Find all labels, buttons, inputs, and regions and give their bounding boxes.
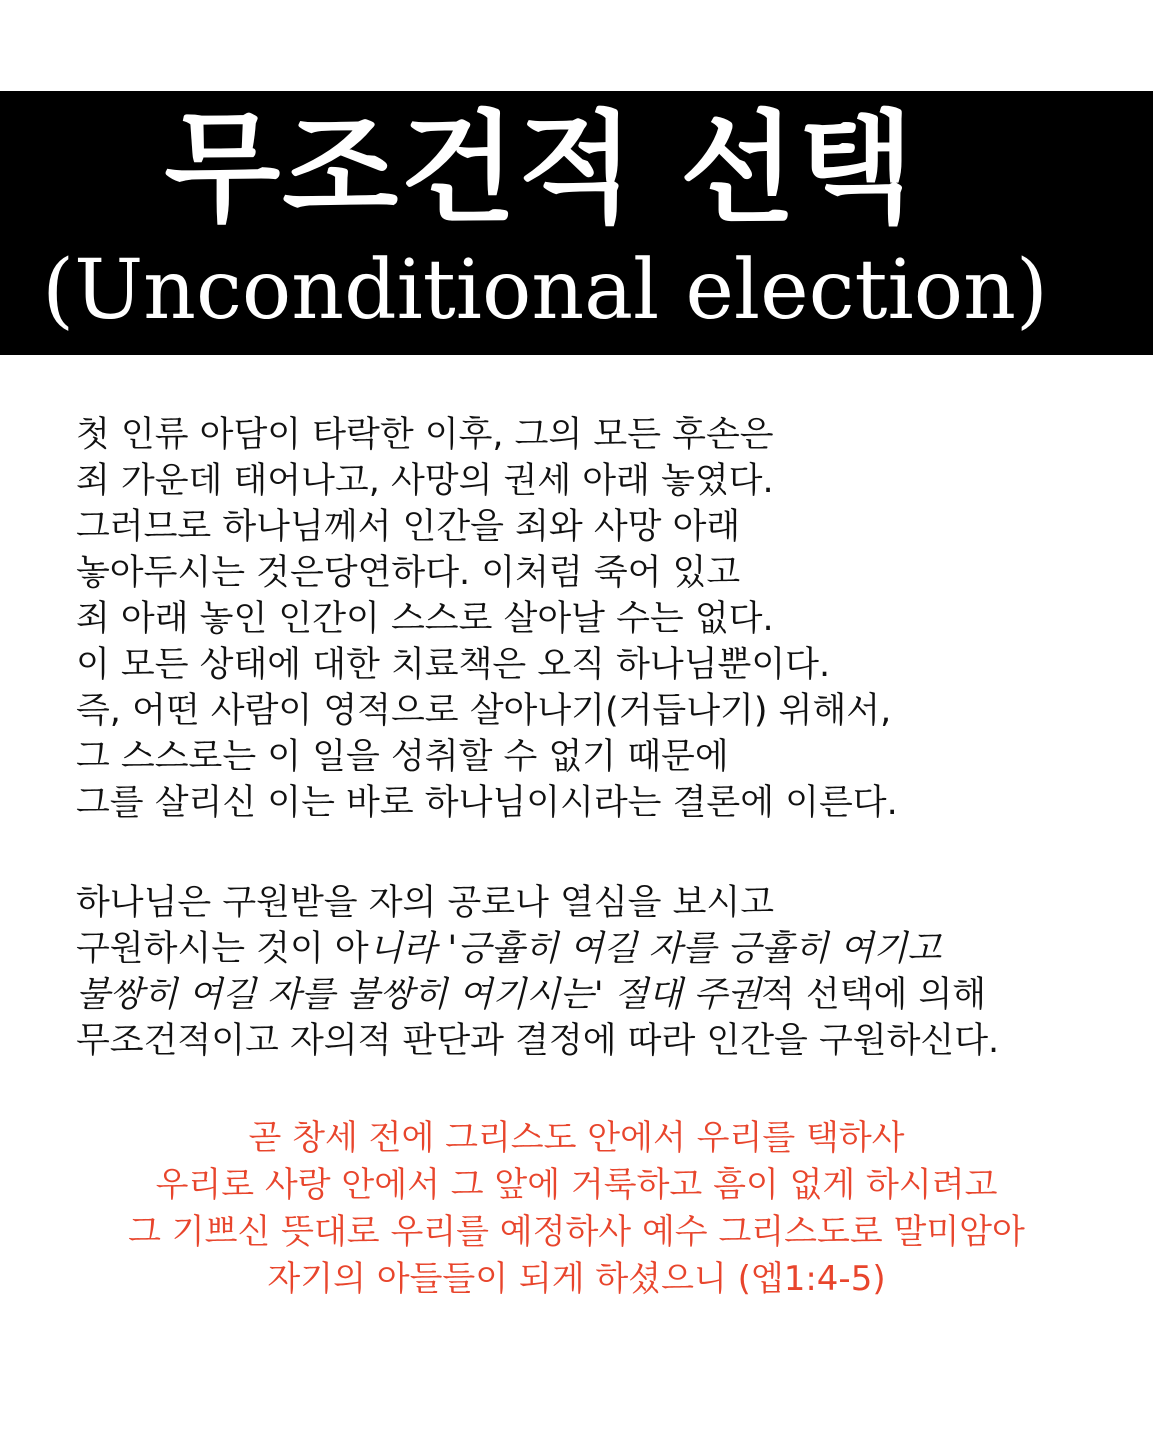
paragraph-line: 그러므로 하나님께서 인간을 죄와 사망 아래 [76, 507, 741, 547]
quoted-scripture-text: 니라 '긍휼히 여길 자를 긍휼히 여기고 [368, 929, 942, 969]
title-banner [0, 91, 1153, 355]
paragraph-line: 그 스스로는 이 일을 성취할 수 없기 때문에 [76, 737, 729, 777]
paragraph-line [76, 926, 1116, 972]
verse-line: 곧 창세 전에 그리스도 안에서 우리를 택하사 [248, 1118, 905, 1158]
scripture-verse [0, 1115, 1153, 1303]
paragraph-line: 무조건적이고 자의적 판단과 결정에 따라 인간을 구원하신다. [76, 1021, 1000, 1061]
paragraph-line: 첫 인류 아담이 타락한 이후, 그의 모든 후손은 [76, 415, 774, 455]
quoted-scripture-text: 불쌍히 여길 자를 불쌍히 여기시는' 절대 주권 [76, 975, 761, 1015]
paragraph-total-depravity [76, 412, 1116, 826]
paragraph-sovereign-choice [76, 880, 1116, 1064]
paragraph-line: 놓아두시는 것은당연하다. 이처럼 죽어 있고 [76, 553, 741, 593]
paragraph-text: 적 선택에 의해 [760, 975, 987, 1015]
paragraph-line: 그를 살리신 이는 바로 하나님이시라는 결론에 이른다. [76, 783, 898, 823]
paragraph-line [76, 972, 1116, 1018]
paragraph-line: 죄 가운데 태어나고, 사망의 권세 아래 놓였다. [76, 461, 774, 501]
title-english: (Unconditional election) [42, 243, 1048, 338]
verse-line: 자기의 아들들이 되게 하셨으니 (엡1:4-5) [267, 1259, 886, 1299]
paragraph-line: 즉, 어떤 사람이 영적으로 살아나기(거듭나기) 위해서, [76, 691, 892, 731]
paragraph-text: 구원하시는 것이 아 [76, 929, 369, 969]
paragraph-line: 이 모든 상태에 대한 치료책은 오직 하나님뿐이다. [76, 645, 831, 685]
title-korean: 무조건적 선택 [164, 100, 916, 239]
verse-line: 우리로 사랑 안에서 그 앞에 거룩하고 흠이 없게 하시려고 [155, 1165, 998, 1205]
verse-line: 그 기쁘신 뜻대로 우리를 예정하사 예수 그리스도로 말미암아 [128, 1212, 1025, 1252]
paragraph-line: 죄 아래 놓인 인간이 스스로 살아날 수는 없다. [76, 599, 774, 639]
paragraph-line: 하나님은 구원받을 자의 공로나 열심을 보시고 [76, 883, 775, 923]
